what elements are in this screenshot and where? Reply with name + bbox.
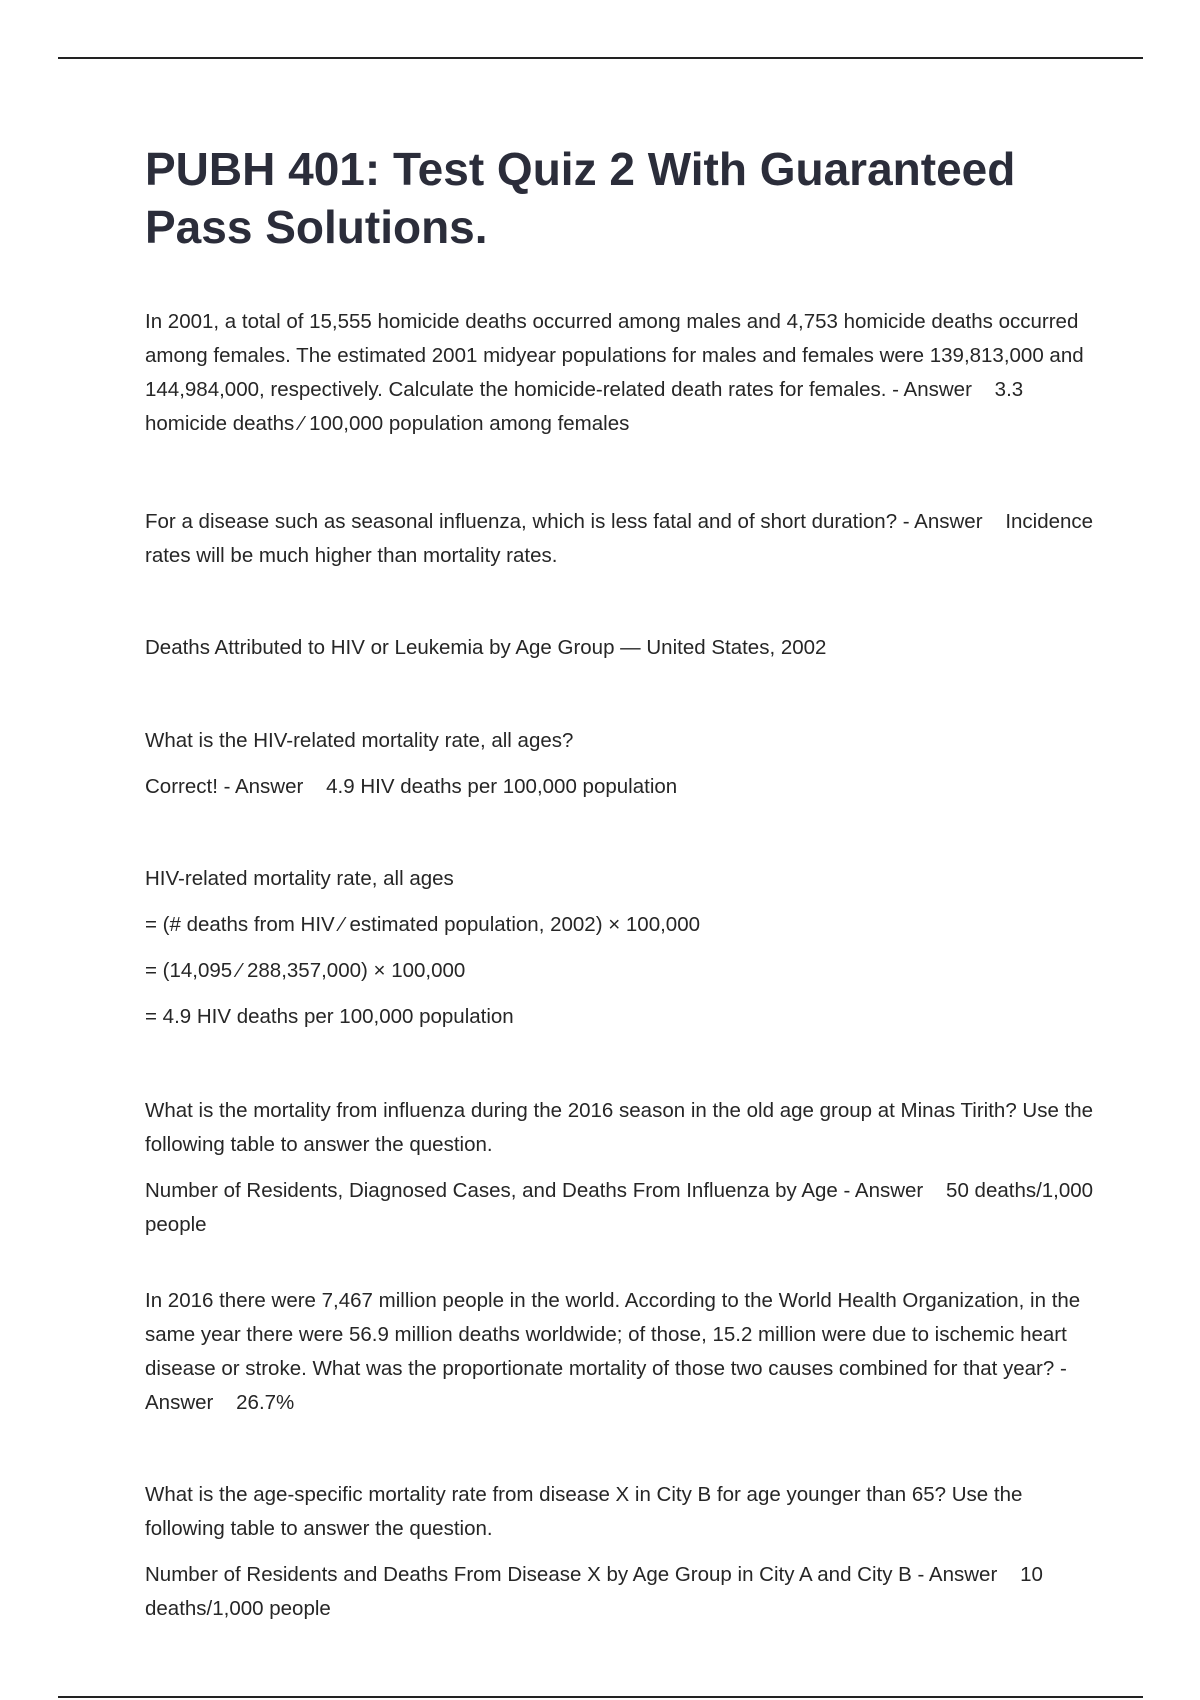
hiv-calc-line-2: = (# deaths from HIV ⁄ estimated population, 2002) × 100,000 [145, 913, 700, 936]
proportionate-mortality-text: In 2016 there were 7,467 million people in the world. According to the World Health Organization, in the same year there were 56.9 million deaths worldwide; of those, 15.2 million were due to ischemic heart disease or stroke. What was the proportionate mortality of those two causes combined for that year? - Answer 26.7% [145, 1289, 1086, 1414]
question-block-homicide [145, 305, 1095, 441]
document-body [145, 305, 1099, 1626]
question-homicide-text: In 2001, a total of 15,555 homicide deaths occurred among males and 4,753 homicide deaths occurred among females. The estimated 2001 midyear populations for males and females were 139,813,000 and 144,984,000, respectively. Calculate the homicide-related death rates for females. - Answer 3.3 homicide deaths ⁄ 100,000 population among females [145, 310, 1090, 435]
city-b-answer: Number of Residents and Deaths From Disease X by Age Group in City A and City B - Answer 10 deaths/1,000 people [145, 1563, 1049, 1620]
hiv-leukemia-heading: Deaths Attributed to HIV or Leukemia by Age Group — United States, 2002 [145, 636, 827, 659]
minas-tirith-answer: Number of Residents, Diagnosed Cases, and Deaths From Influenza by Age - Answer 50 deaths/1,000 people [145, 1179, 1099, 1236]
calculation-block-hiv [145, 862, 1095, 1034]
hiv-calc-line-1: HIV-related mortality rate, all ages [145, 867, 454, 890]
question-block-city-b [145, 1478, 1095, 1626]
hiv-rate-answer: Correct! - Answer 4.9 HIV deaths per 100,000 population [145, 775, 678, 798]
question-block-hiv-rate [145, 724, 1095, 804]
question-influenza-text: For a disease such as seasonal influenza, which is less fatal and of short duration? - Answer Incidence rates will be much higher than mortality rates. [145, 510, 1099, 567]
question-block-proportionate-mortality [145, 1284, 1095, 1420]
hiv-calc-line-4: = 4.9 HIV deaths per 100,000 population [145, 1005, 514, 1028]
section-heading-hiv-leukemia [145, 631, 1095, 665]
document-title: PUBH 401: Test Quiz 2 With Guaranteed Pass Solutions. [145, 143, 1016, 253]
question-block-influenza [145, 505, 1099, 573]
top-rule [58, 57, 1143, 59]
question-block-minas-tirith [145, 1094, 1099, 1242]
bottom-rule [58, 1696, 1143, 1698]
city-b-question: What is the age-specific mortality rate from disease X in City B for age younger than 65? Use the following table to answer the question. [145, 1483, 1023, 1540]
document-header [145, 140, 1095, 256]
minas-tirith-question: What is the mortality from influenza during the 2016 season in the old age group at Minas Tirith? Use the following table to answer the question. [145, 1099, 1094, 1156]
hiv-calc-line-3: = (14,095 ⁄ 288,357,000) × 100,000 [145, 959, 466, 982]
hiv-rate-question: What is the HIV-related mortality rate, all ages? [145, 729, 574, 752]
